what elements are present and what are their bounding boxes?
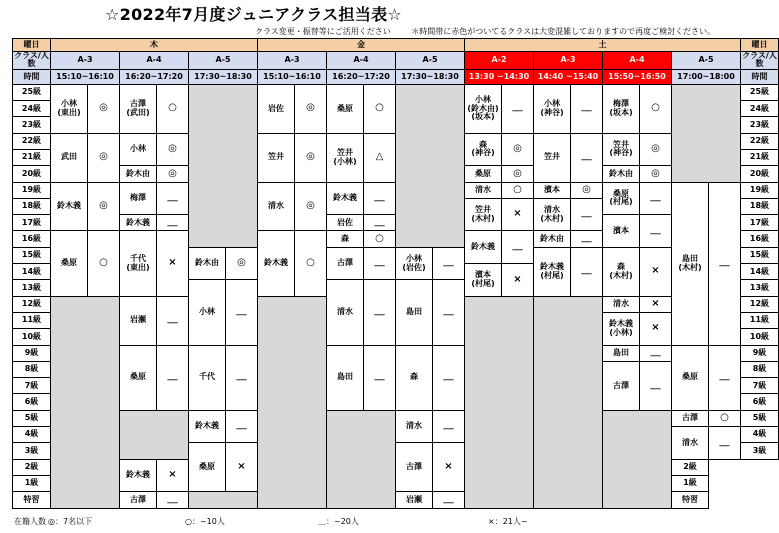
instructor-cell [51,84,88,133]
note-left: クラス変更・振替等にご活用ください [255,27,391,36]
instructor-name: 小林 (神谷) [540,99,564,117]
level-label-right: 14級 [741,264,779,280]
level-label-left: 6級 [13,394,51,410]
instructor-name: 濱本 [544,185,560,195]
level-label-right: 6級 [741,394,779,410]
instructor-cell [327,133,364,182]
instructor-name: 笠井 [268,152,284,162]
instructor-name: 小林 [199,307,215,317]
enrollment-mark: × [502,198,534,231]
instructor-cell [603,215,640,248]
instructor-cell [603,166,640,182]
unscheduled-cell [396,84,465,247]
header-notes [255,26,715,37]
instructor-name: 桑原 [475,168,491,178]
legend-item-3: ＿：~20人 [318,517,359,526]
instructor-name: 清水 [475,185,491,195]
level-label-left: 18級 [13,198,51,214]
instructor-name: 古澤 [130,494,146,504]
enrollment-mark: × [640,312,672,345]
instructor-cell [396,443,433,492]
time-header: 15:10~16:10 [258,69,327,84]
unscheduled-cell [258,296,327,508]
instructor-name: 梅澤 (坂本) [609,99,633,117]
instructor-cell [327,215,364,231]
instructor-name: 清水 [337,307,353,317]
instructor-cell [603,133,640,166]
instructor-name: 鈴木義 (村尾) [540,262,564,280]
enrollment-mark: × [157,231,189,296]
class-header: A-4 [120,52,189,70]
instructor-name: 清水 (木村) [540,205,564,223]
instructor-cell [465,198,502,231]
level-label-left: 20級 [13,166,51,182]
instructor-name: 鈴木由 [609,168,633,178]
instructor-name: 笠井 [544,152,560,162]
instructor-name: 武田 [61,152,77,162]
enrollment-mark: ＿ [571,198,603,231]
instructor-name: 笠井 (小林) [333,148,357,166]
enrollment-mark: ＿ [640,345,672,361]
enrollment-mark: ＿ [226,280,258,345]
instructor-cell [396,492,433,508]
level-label-right: 10級 [741,329,779,345]
instructor-name: 桑原 [682,372,698,382]
class-header: A-5 [672,52,741,70]
instructor-cell [327,247,364,280]
instructor-name: 鈴木義 [126,217,150,227]
level-label-right: 20級 [741,166,779,182]
instructor-cell [534,198,571,231]
instructor-cell [327,182,364,215]
legend-item-4: ×：21人~ [488,517,528,526]
level-label-right: 19級 [741,182,779,198]
enrollment-mark: ＿ [709,345,741,410]
instructor-name: 桑原 [130,372,146,382]
enrollment-mark: ◎ [295,182,327,231]
instructor-name: 古澤 [337,258,353,268]
enrollment-mark: ＿ [433,410,465,443]
instructor-name: 濱本 (村尾) [471,270,495,288]
level-label-right: 23級 [741,117,779,133]
enrollment-mark: ＿ [433,247,465,280]
instructor-cell [120,133,157,166]
instructor-name: 鈴木義 [333,193,357,203]
instructor-cell [534,247,571,296]
legend-label: 在籍人数 [14,517,46,526]
instructor-cell [396,247,433,280]
class-header: A-4 [327,52,396,70]
instructor-name: 小林 (鈴木由) (坂本) [467,95,499,121]
instructor-cell [534,133,571,182]
level-label-left: 16級 [13,231,51,247]
enrollment-mark: ◎ [157,166,189,182]
level-label-right: 13級 [741,280,779,296]
time-label-right: 時間 [741,69,779,84]
level-label-right: 2級 [672,459,709,475]
unscheduled-cell [465,296,534,508]
instructor-name: 小林 [130,144,146,154]
instructor-name: 鈴木由 [540,233,564,243]
enrollment-mark: △ [364,133,396,182]
enrollment-mark: ＿ [157,215,189,231]
instructor-cell [603,247,640,296]
instructor-cell [603,312,640,345]
level-label-right: 4級 [741,427,779,443]
enrollment-mark: × [157,459,189,492]
instructor-cell [465,231,502,264]
enrollment-mark: ◎ [226,247,258,280]
instructor-cell [534,182,571,198]
enrollment-mark: ＿ [640,182,672,215]
instructor-name: 笠井 (木村) [471,205,495,223]
instructor-cell [465,264,502,297]
instructor-cell [258,231,295,296]
level-label-left: 13級 [13,280,51,296]
level-label-left: 21級 [13,149,51,165]
time-header: 15:50~16:50 [603,69,672,84]
enrollment-mark: ○ [364,84,396,133]
enrollment-mark: × [640,296,672,312]
instructor-cell [189,410,226,443]
instructor-cell [120,459,157,492]
enrollment-mark: ＿ [571,247,603,296]
instructor-cell [258,84,295,133]
instructor-cell [465,84,502,133]
enrollment-mark: ＿ [364,247,396,280]
page-title: ☆2022年7月度ジュニアクラス担当表☆ [105,5,403,24]
unscheduled-cell [189,84,258,247]
level-label-left: 1級 [13,475,51,491]
enrollment-mark: ＿ [157,296,189,345]
enrollment-mark: ＿ [571,84,603,133]
legend-item-1: ◎：7名以下 [48,517,93,526]
instructor-name: 島田 (木村) [678,254,702,272]
instructor-name: 桑原 [199,462,215,472]
time-header: 17:30~18:30 [189,69,258,84]
enrollment-mark: × [640,247,672,296]
enrollment-mark: ＿ [364,182,396,215]
level-label-right: 17級 [741,215,779,231]
level-label-left: 17級 [13,215,51,231]
instructor-cell [51,133,88,182]
enrollment-mark: ＿ [571,231,603,247]
enrollment-mark: ◎ [640,133,672,166]
enrollment-mark: ＿ [640,215,672,248]
time-header: 17:30~18:30 [396,69,465,84]
instructor-name: 古澤 [682,413,698,423]
instructor-name: 千代 (東出) [126,254,150,272]
enrollment-mark: ○ [295,231,327,296]
enrollment-mark: ○ [88,231,120,296]
day-header: 木 [51,39,258,52]
enrollment-mark: ＿ [364,280,396,345]
instructor-cell [396,410,433,443]
enrollment-mark: ○ [364,231,396,247]
instructor-name: 岩佐 [268,103,284,113]
enrollment-mark: ○ [502,182,534,198]
time-header: 16:20~17:20 [327,69,396,84]
instructor-name: 梅澤 [130,193,146,203]
instructor-name: 鈴木義 [264,258,288,268]
instructor-cell [120,492,157,508]
instructor-cell [603,84,640,133]
instructor-name: 千代 [199,372,215,382]
time-header: 16:20~17:20 [120,69,189,84]
class-header: A-3 [534,52,603,70]
instructor-cell [672,410,709,426]
instructor-name: 森 (神谷) [471,140,495,158]
instructor-name: 古澤 [406,462,422,472]
instructor-cell [51,182,88,231]
instructor-cell [327,84,364,133]
legend-item-2: ○：~10人 [185,517,225,526]
instructor-cell [672,182,709,345]
instructor-cell [603,296,640,312]
instructor-name: 鈴木義 [195,421,219,431]
enrollment-mark: × [226,443,258,492]
instructor-cell [189,345,226,410]
level-label-right: 11級 [741,312,779,328]
instructor-cell [189,443,226,492]
unscheduled-cell [327,410,396,508]
instructor-cell [120,182,157,215]
unscheduled-cell [534,296,603,508]
instructor-name: 清水 [613,299,629,309]
level-label-left: 23級 [13,117,51,133]
instructor-cell [51,231,88,296]
class-header: A-5 [396,52,465,70]
instructor-name: 古澤 (武田) [126,99,150,117]
instructor-cell [258,182,295,231]
level-label-left: 25級 [13,84,51,100]
unscheduled-cell [189,492,258,508]
enrollment-mark: ＿ [157,182,189,215]
level-label-left: 10級 [13,329,51,345]
level-label-right: 特習 [672,492,709,508]
instructor-name: 鈴木義 (小林) [609,319,633,337]
instructor-cell [327,345,364,410]
enrollment-mark: ○ [640,84,672,133]
level-label-right: 25級 [741,84,779,100]
class-label-left: クラス/人数 [14,51,49,69]
enrollment-mark: × [502,264,534,297]
enrollment-mark: ＿ [364,215,396,231]
instructor-cell [120,231,157,296]
level-label-right: 18級 [741,198,779,214]
level-label-left: 11級 [13,312,51,328]
instructor-name: 鈴木義 [57,201,81,211]
instructor-cell [603,361,640,410]
level-label-right: 22級 [741,133,779,149]
instructor-cell [534,231,571,247]
instructor-cell [189,247,226,280]
enrollment-mark: ○ [709,410,741,426]
level-label-right: 9級 [741,345,779,361]
enrollment-mark: × [433,443,465,492]
enrollment-mark: ＿ [502,84,534,133]
level-label-left: 24級 [13,101,51,117]
enrollment-mark: ◎ [295,133,327,182]
enrollment-mark: ◎ [640,166,672,182]
instructor-cell [258,133,295,182]
instructor-cell [120,84,157,133]
level-label-right: 12級 [741,296,779,312]
instructor-cell [465,182,502,198]
instructor-name: 笠井 (神谷) [609,140,633,158]
unscheduled-cell [603,410,672,508]
time-header: 14:40 ~15:40 [534,69,603,84]
level-label-left: 22級 [13,133,51,149]
level-label-right: 16級 [741,231,779,247]
level-label-left: 19級 [13,182,51,198]
level-label-right: 1級 [672,475,709,491]
instructor-cell [327,231,364,247]
level-label-right: 24級 [741,101,779,117]
level-label-left: 9級 [13,345,51,361]
enrollment-mark: ◎ [295,84,327,133]
instructor-name: 桑原 [61,258,77,268]
instructor-cell [672,427,709,460]
class-header: A-2 [465,52,534,70]
enrollment-mark: ＿ [364,345,396,410]
class-header: A-3 [258,52,327,70]
class-header: A-5 [189,52,258,70]
enrollment-mark: ＿ [226,345,258,410]
level-label-right: 8級 [741,361,779,377]
instructor-name: 小林 (岩佐) [402,254,426,272]
enrollment-mark: ＿ [157,345,189,410]
level-label-right: 3級 [741,443,779,459]
instructor-name: 小林 (東出) [57,99,81,117]
enrollment-mark: ＿ [571,133,603,182]
day-header: 土 [465,39,741,52]
day-label-right: 曜日 [741,39,779,52]
unscheduled-cell [120,410,189,459]
class-header: A-4 [603,52,672,70]
unscheduled-cell [51,296,120,508]
instructor-name: 清水 [682,437,698,447]
enrollment-mark: ＿ [502,231,534,264]
level-label-left: 14級 [13,264,51,280]
enrollment-mark: ◎ [88,133,120,182]
enrollment-mark: ◎ [571,182,603,198]
instructor-cell [120,166,157,182]
instructor-name: 桑原 [337,103,353,113]
level-label-left: 2級 [13,459,51,475]
time-header: 17:00~18:00 [672,69,741,84]
enrollment-mark: ◎ [157,133,189,166]
day-label-left: 曜日 [13,39,51,52]
instructor-name: 清水 [406,421,422,431]
day-header: 金 [258,39,465,52]
level-label-left: 12級 [13,296,51,312]
instructor-name: 岩瀬 [130,315,146,325]
instructor-cell [120,345,157,410]
level-label-left: 7級 [13,378,51,394]
enrollment-mark: ◎ [88,84,120,133]
enrollment-mark: ○ [157,84,189,133]
enrollment-mark: ＿ [226,410,258,443]
instructor-cell [120,215,157,231]
instructor-name: 島田 [406,307,422,317]
time-label-left: 時間 [13,69,51,84]
instructor-cell [603,345,640,361]
schedule-table [12,38,779,509]
instructor-name: 桑原 (村尾) [609,188,633,207]
instructor-cell [396,280,433,345]
instructor-cell [396,345,433,410]
instructor-cell [189,280,226,345]
enrollment-mark: ＿ [157,492,189,508]
instructor-name: 島田 [337,372,353,382]
enrollment-mark: ＿ [433,345,465,410]
class-label-right: クラス/人数 [742,51,777,69]
enrollment-mark: ＿ [640,361,672,410]
instructor-cell [120,296,157,345]
instructor-name: 森 [410,372,418,382]
instructor-cell [327,280,364,345]
level-label-right: 21級 [741,149,779,165]
instructor-name: 岩佐 [337,217,353,227]
time-header: 13:30 ~14:30 [465,69,534,84]
level-label-left: 8級 [13,361,51,377]
instructor-name: 森 (木村) [609,262,633,280]
level-label-right: 15級 [741,247,779,263]
enrollment-mark: ◎ [502,166,534,182]
level-label-right: 5級 [741,410,779,426]
level-label-left: 5級 [13,410,51,426]
instructor-name: 鈴木由 [126,168,150,178]
instructor-name: 清水 [268,201,284,211]
enrollment-mark: ◎ [88,182,120,231]
instructor-cell [603,182,640,215]
instructor-name: 島田 [613,347,629,357]
enrollment-mark: ＿ [709,427,741,460]
level-label-left: 15級 [13,247,51,263]
enrollment-mark: ＿ [433,280,465,345]
class-header: A-3 [51,52,120,70]
unscheduled-cell [672,84,741,182]
instructor-name: 岩瀬 [406,494,422,504]
instructor-name: 鈴木義 [126,470,150,480]
level-label-left: 特習 [13,492,51,508]
instructor-name: 鈴木義 [471,242,495,252]
instructor-name: 鈴木由 [195,258,219,268]
instructor-name: 森 [341,233,349,243]
instructor-cell [465,133,502,166]
enrollment-mark: ＿ [709,182,741,345]
note-right: ＊時間帯に赤色がついてるクラスは大変混雑しておりますので再度ご検討ください。 [411,27,716,36]
level-label-left: 3級 [13,443,51,459]
time-header: 15:10~16:10 [51,69,120,84]
level-label-left: 4級 [13,427,51,443]
instructor-name: 濱本 [613,225,629,235]
enrollment-mark: ◎ [502,133,534,166]
instructor-name: 古澤 [613,380,629,390]
level-label-right: 7級 [741,378,779,394]
instructor-cell [465,166,502,182]
enrollment-mark: ＿ [433,492,465,508]
instructor-cell [534,84,571,133]
instructor-cell [672,345,709,410]
